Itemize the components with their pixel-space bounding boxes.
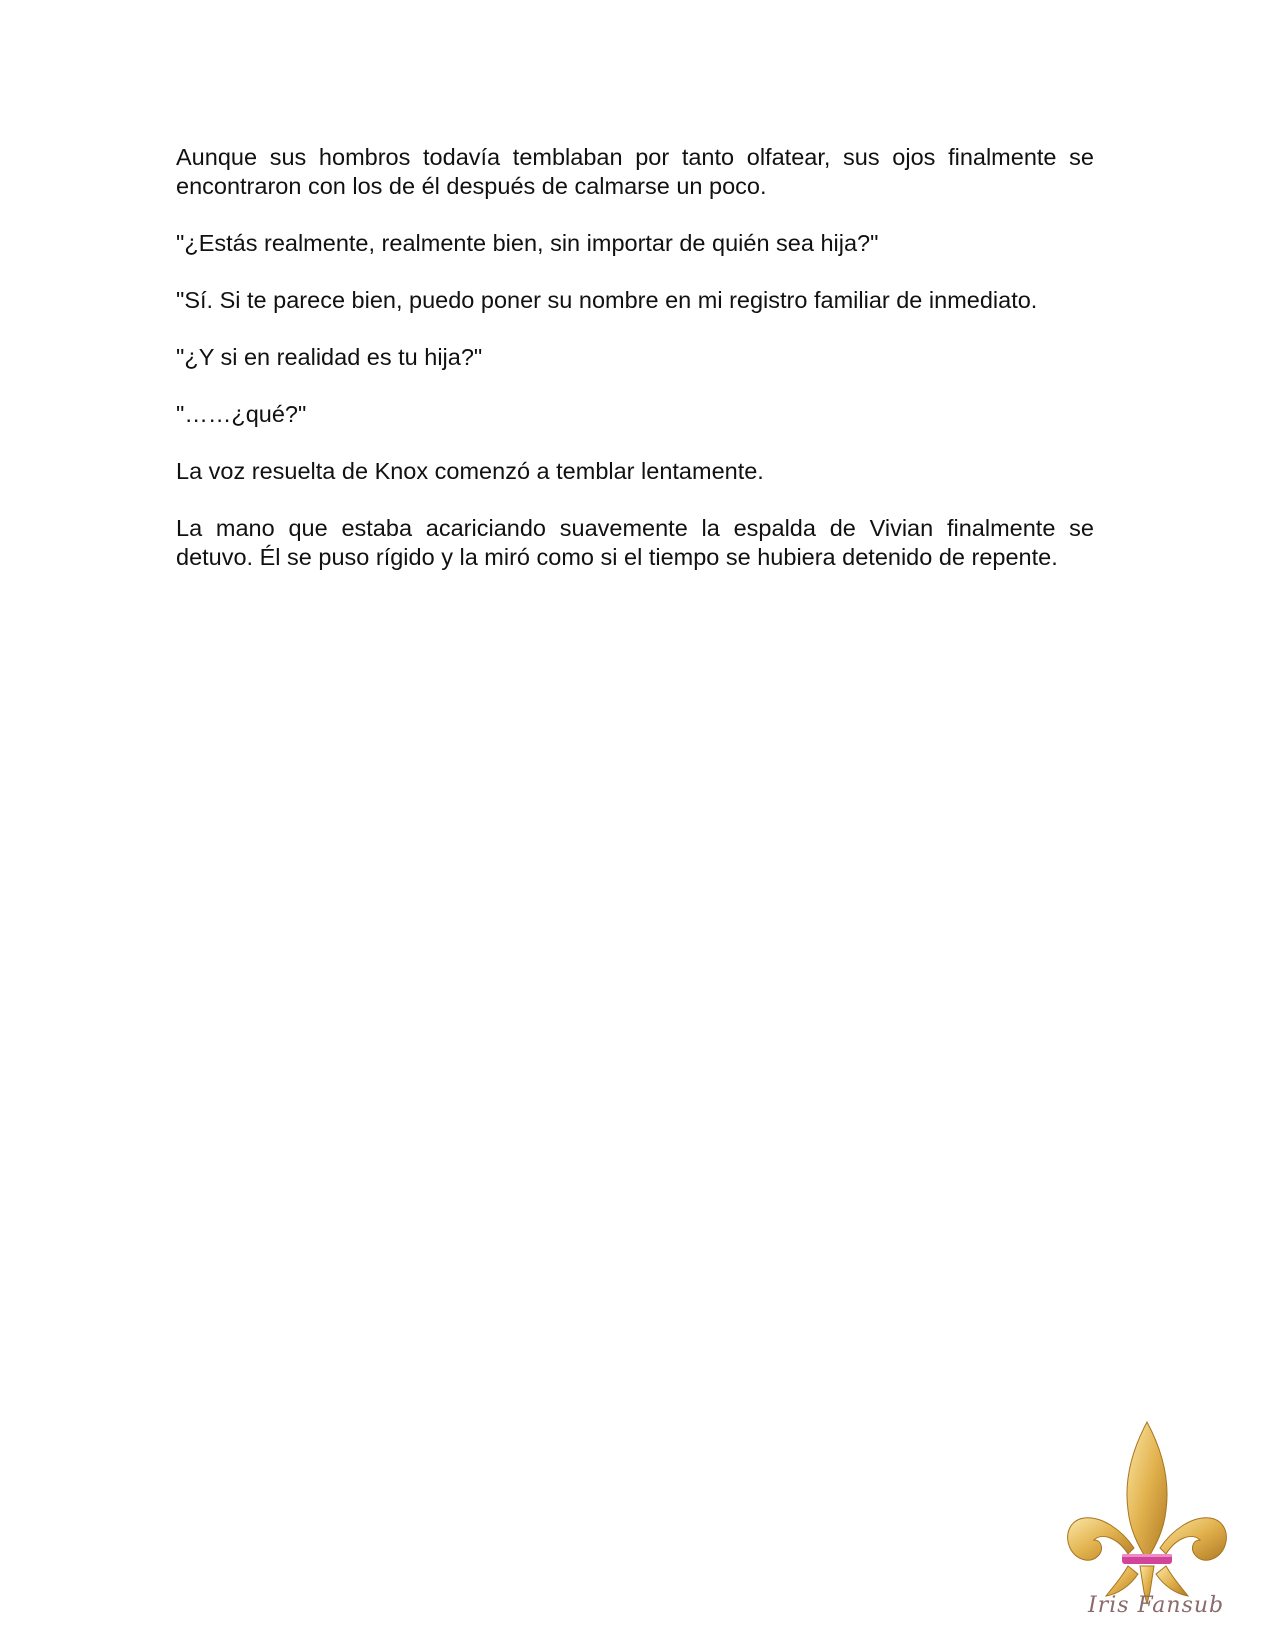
paragraph-2: "¿Estás realmente, realmente bien, sin importar de quién sea hija?": [176, 230, 879, 256]
paragraph-1: Aunque sus hombros todavía temblaban por tanto olfatear, sus ojos finalmente se encontraron con los de él después de calmarse un poco.: [176, 144, 1094, 199]
paragraph-3: "Sí. Si te parece bien, puedo poner su nombre en mi registro familiar de inmediato.: [176, 287, 1038, 313]
paragraph-6: La voz resuelta de Knox comenzó a temblar lentamente.: [176, 458, 764, 484]
paragraph-5: "……¿qué?": [176, 401, 307, 427]
paragraph-7: La mano que estaba acariciando suavemente la espalda de Vivian finalmente se detuvo. Él se puso rígido y la miró como si el tiempo se hubiera detenido de repente.: [176, 515, 1094, 570]
paragraph-4: "¿Y si en realidad es tu hija?": [176, 344, 483, 370]
document-body: [176, 143, 1094, 600]
fansub-signature: Iris Fansub: [1088, 1593, 1225, 1618]
